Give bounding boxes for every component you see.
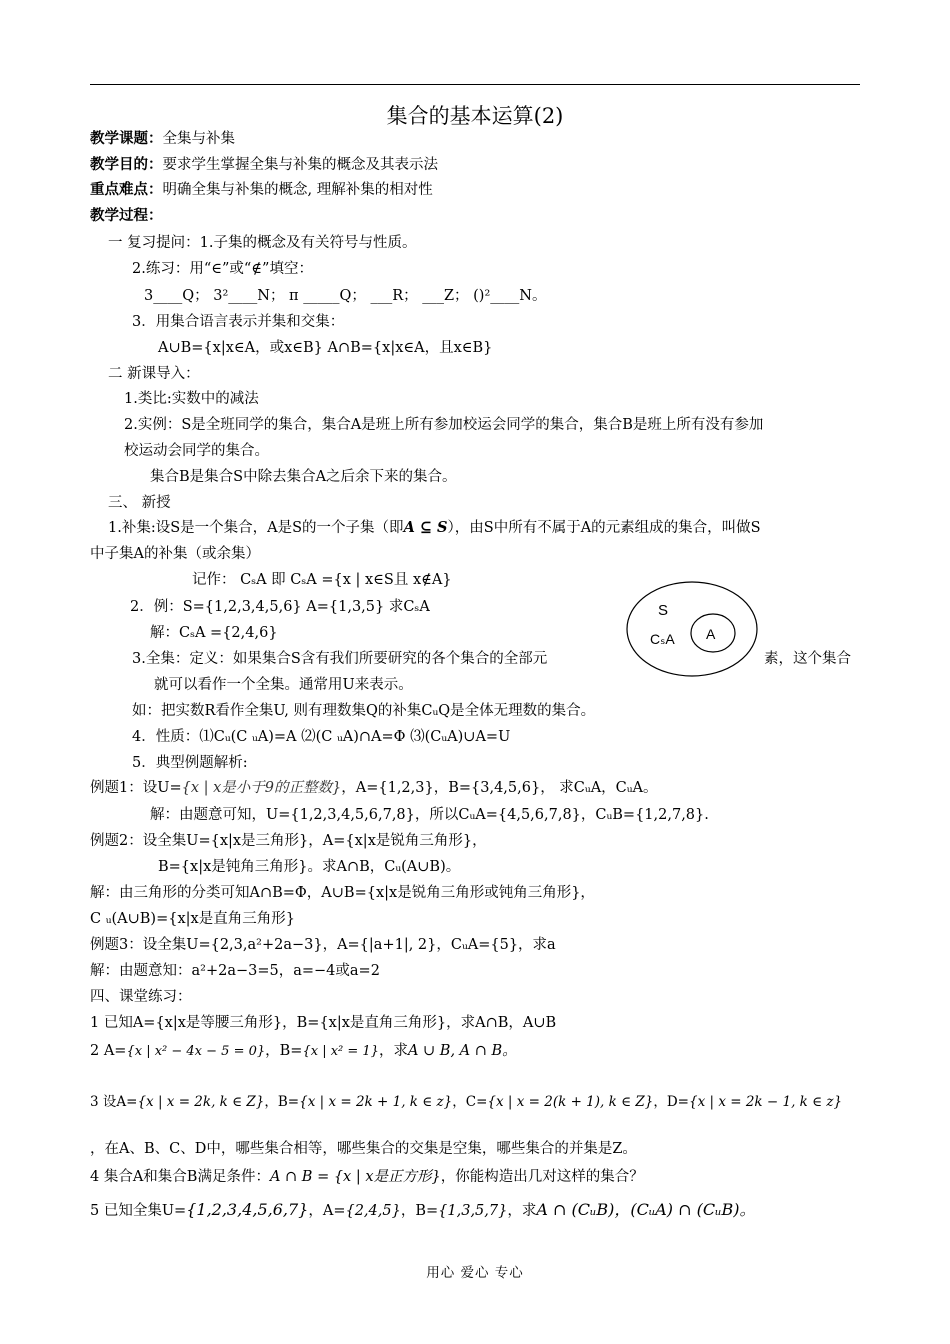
header-label: 重点难点：: [90, 181, 163, 198]
practice-formula: {x | x = 2k + 1, k ∈ z}: [299, 1094, 453, 1110]
header-row-focus: [90, 183, 433, 198]
intro-line: 2.实例：S是全班同学的集合，集合A是班上所有参加校运会同学的集合，集合B是班上所有没有参加: [124, 417, 764, 433]
venn-diagram: [625, 580, 759, 678]
practice-formula: A ∪ B, A ∩ B。: [407, 1043, 517, 1059]
venn-label-complement: CₛA: [650, 631, 675, 647]
top-rule: [90, 84, 860, 85]
lesson-line: 素，这个集合: [764, 651, 851, 667]
venn-label-a: A: [706, 626, 716, 642]
lesson-line: 5．典型例题解析:: [132, 755, 248, 771]
example-text: ，A={1,2,3}，B={3,4,5,6}， 求CᵤA，CᵤA。: [341, 780, 658, 796]
review-line: 2.练习：用“∈”或“∉”填空：: [132, 261, 313, 277]
lesson-text: 1.补集:设S是一个集合，A是S的一个子集（即: [108, 520, 404, 536]
example-line: 解：由三角形的分类可知A∩B=Φ，A∪B={x|x是锐角三角形或钝角三角形}，: [90, 885, 595, 901]
practice-3-line: [90, 1096, 842, 1110]
practice-text: ，B=: [400, 1203, 439, 1219]
practice-formula: {x | x = 2k, k ∈ Z}: [137, 1094, 265, 1110]
header-text: 明确全集与补集的概念, 理解补集的相对性: [162, 182, 433, 198]
practice-text: ，B=: [264, 1094, 300, 1110]
lesson-line: 三、 新授: [108, 495, 171, 511]
practice-text: 5 已知全集U=: [90, 1203, 187, 1219]
practice-text: ，A=: [308, 1203, 346, 1219]
lesson-line: 中子集A的补集（或余集）: [90, 546, 260, 562]
example-line: 例题3：设全集U={2,3,a²+2a−3}，A={|a+1|, 2}，CᵤA={5}，求a: [90, 937, 556, 953]
lesson-line: 4．性质：⑴Cᵤ(C ᵤA)=A ⑵(C ᵤA)∩A=Φ ⑶(CᵤA)∪A=U: [132, 729, 511, 745]
review-line: 3____Q； 3²____N； π _____Q； ___R； ___Z； ()²____N。: [144, 288, 547, 304]
complement-def-line: [108, 521, 761, 536]
example-line: B={x|x是钝角三角形}。求A∩B，Cᵤ(A∪B)。: [158, 859, 461, 875]
practice-text: 2 A=: [90, 1043, 127, 1059]
lesson-text: ），由S中所有不属于A的元素组成的集合，叫做S: [447, 520, 761, 536]
header-row-goal: [90, 158, 438, 173]
example-line: 解：由题意可知，U={1,2,3,4,5,6,7,8}，所以CᵤA={4,5,6,7,8}，CᵤB={1,2,7,8}.: [150, 807, 709, 823]
header-row-process: [90, 209, 163, 224]
practice-2-line: [90, 1044, 517, 1059]
venn-label-s: S: [658, 602, 669, 619]
practice-line: ，在A、B、C、D中，哪些集合相等，哪些集合的交集是空集，哪些集合的并集是Z。: [90, 1141, 637, 1157]
intro-line: 校运动会同学的集合。: [124, 443, 269, 459]
subset-formula: A ⊆ S: [403, 519, 448, 536]
header-label: 教学目的：: [90, 156, 163, 173]
review-line: A∪B={x|x∈A，或x∈B} A∩B={x|x∈A，且x∈B}: [158, 340, 493, 356]
lesson-line: 如：把实数R看作全集U, 则有理数集Q的补集CᵤQ是全体无理数的集合。: [132, 703, 596, 719]
header-text: 要求学生掌握全集与补集的概念及其表示法: [162, 157, 438, 173]
lesson-line: 3.全集：定义：如果集合S含有我们所要研究的各个集合的全部元: [132, 651, 548, 667]
lesson-line: 就可以看作一个全集。通常用U来表示。: [154, 677, 413, 693]
header-text: 全集与补集: [162, 131, 235, 147]
example-1-set: {x | x是小于9的正整数}: [181, 780, 342, 796]
practice-formula: A ∩ B = {x | x是正方形}: [269, 1169, 441, 1185]
practice-formula: {2,4,5}: [345, 1203, 401, 1219]
lesson-line: 记作： CₛA 即 CₛA ={x | x∈S且 x∉A}: [192, 572, 452, 588]
header-row-topic: [90, 132, 235, 147]
practice-text: ，D=: [653, 1094, 689, 1110]
intro-line: 1.类比:实数中的减法: [124, 391, 259, 407]
page-footer: 用心 爱心 专心: [426, 1265, 524, 1281]
example-1-line: [90, 781, 658, 796]
practice-formula: A ∩ (CᵤB)，(CᵤA) ∩ (CᵤB)。: [536, 1200, 756, 1219]
practice-text: 3 设A=: [90, 1094, 138, 1110]
header-label: 教学过程：: [90, 207, 163, 224]
practice-text: ，B=: [265, 1043, 303, 1059]
practice-text: ，求: [507, 1203, 537, 1219]
example-line: 例题2：设全集U={x|x是三角形}，A={x|x是锐角三角形}，: [90, 833, 487, 849]
practice-formula: {x | x² = 1}: [302, 1044, 379, 1059]
page-title: 集合的基本运算(2): [386, 104, 564, 128]
practice-line: 四、课堂练习：: [90, 989, 192, 1005]
intro-line: 集合B是集合S中除去集合A之后余下来的集合。: [150, 469, 457, 485]
practice-formula: {x | x = 2k − 1, k ∈ z}: [688, 1094, 843, 1110]
practice-text: ，C=: [452, 1094, 488, 1110]
practice-formula: {x | x² − 4x − 5 = 0}: [126, 1044, 266, 1059]
practice-text: 4 集合A和集合B满足条件：: [90, 1169, 270, 1185]
lesson-line: 解：CₛA ={2,4,6}: [150, 625, 278, 641]
practice-formula: {x | x = 2(k + 1), k ∈ Z}: [487, 1094, 654, 1110]
practice-5-line: [90, 1202, 755, 1219]
practice-line: 1 已知A={x|x是等腰三角形}，B={x|x是直角三角形}，求A∩B，A∪B: [90, 1015, 557, 1031]
example-line: 解：由题意知：a²+2a−3=5，a=−4或a=2: [90, 963, 380, 979]
example-line: C ᵤ(A∪B)={x|x是直角三角形}: [90, 911, 295, 927]
review-line: 一 复习提问：1.子集的概念及有关符号与性质。: [108, 235, 417, 251]
practice-text: ，你能构造出几对这样的集合？: [440, 1169, 644, 1185]
header-label: 教学课题：: [90, 130, 163, 147]
practice-formula: {1,3,5,7}: [438, 1203, 508, 1219]
practice-4-line: [90, 1170, 644, 1185]
practice-text: ，求: [378, 1043, 408, 1059]
practice-formula: {1,2,3,4,5,6,7}: [186, 1200, 309, 1219]
lesson-line: 2．例：S={1,2,3,4,5,6} A={1,3,5} 求CₛA: [130, 599, 430, 615]
example-text: 例题1：设U=: [90, 780, 182, 796]
review-line: 3．用集合语言表示并集和交集：: [132, 314, 345, 330]
intro-line: 二 新课导入：: [108, 366, 200, 382]
